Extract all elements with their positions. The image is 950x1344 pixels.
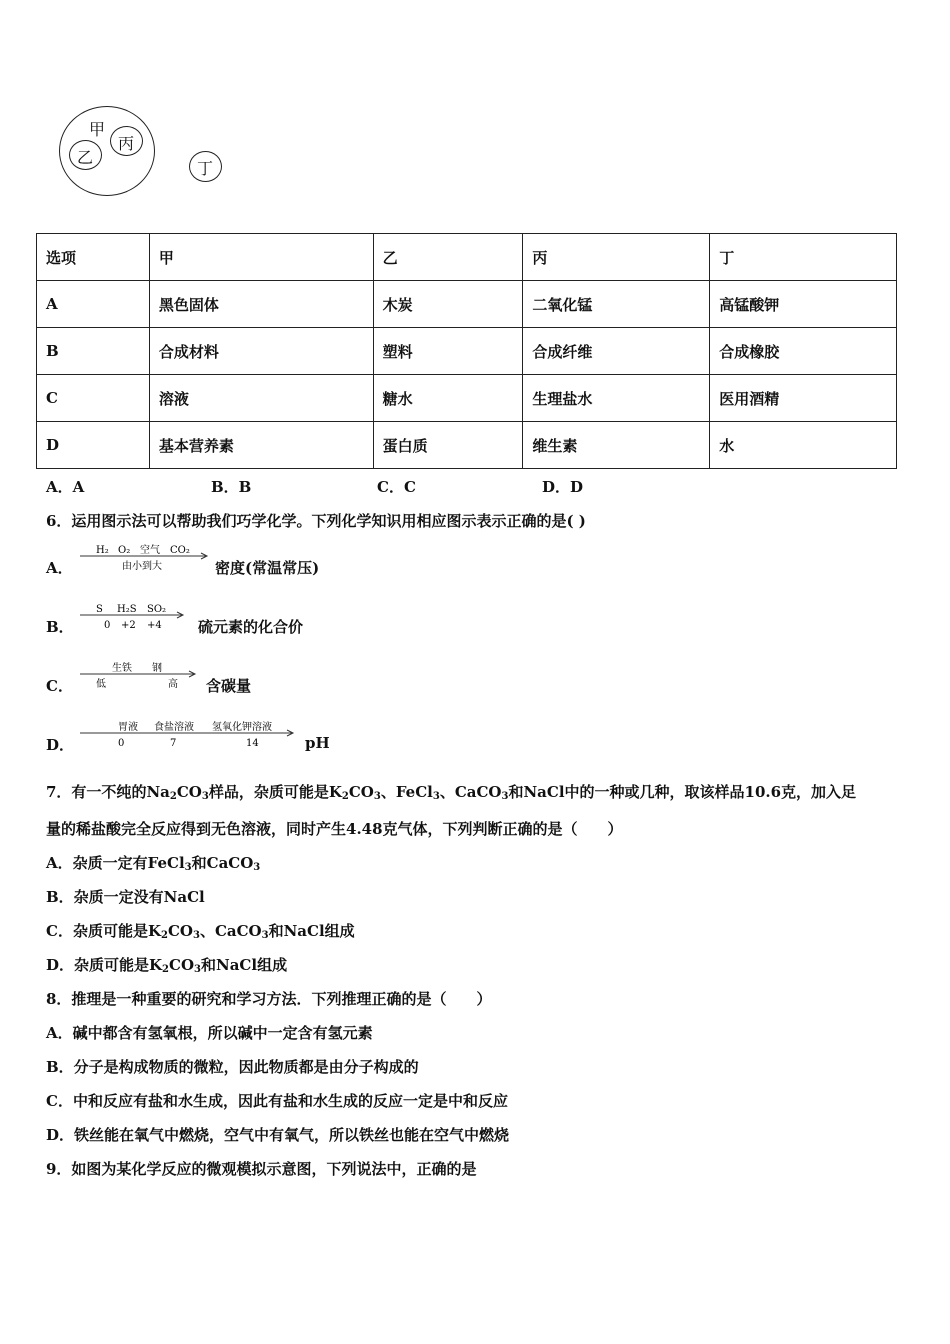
q6-a-top-1: O₂	[118, 545, 131, 556]
table-cell: 高锰酸钾	[710, 281, 897, 328]
table-cell: 木炭	[373, 281, 523, 328]
q7-choice-b[interactable]: B．杂质一定没有NaCl	[46, 888, 205, 906]
q5-choice-d[interactable]: D．D	[542, 478, 584, 496]
q6-d-desc: pH	[305, 734, 330, 752]
q7-choice-a[interactable]: A．杂质一定有FeCl$_3$和CaCO$_3$	[46, 854, 261, 873]
table-cell: 合成橡胶	[710, 328, 897, 375]
q6-a-arrow-diagram	[78, 542, 214, 576]
table-cell: 生理盐水	[523, 375, 710, 422]
table-row	[37, 328, 897, 375]
table-cell: A	[37, 281, 150, 328]
q8-choice-a[interactable]: A．碱中都含有氢氧根，所以碱中一定含有氢元素	[46, 1024, 373, 1042]
q6-d-top-1: 食盐溶液	[154, 722, 194, 733]
table-cell: C	[37, 375, 150, 422]
q6-choice-b[interactable]: B．	[46, 618, 74, 636]
q6-choice-a[interactable]: A．	[46, 559, 73, 577]
q6-c-top-1: 钢	[152, 663, 162, 674]
q6-stem: 6．运用图示法可以帮助我们巧学化学。下列化学知识用相应图示表示正确的是( )	[46, 512, 586, 530]
q6-b-top-0: S	[96, 604, 103, 615]
table-cell: 医用酒精	[710, 375, 897, 422]
q6-c-top-0: 生铁	[112, 663, 132, 674]
table-cell: B	[37, 328, 150, 375]
table-cell: 维生素	[523, 422, 710, 469]
q6-d-top-2: 氢氧化钾溶液	[212, 722, 272, 733]
table-cell: 糖水	[373, 375, 523, 422]
table-cell: 基本营养素	[149, 422, 373, 469]
q5-choice-b[interactable]: B．B	[211, 478, 252, 496]
q6-b-top-2: SO₂	[147, 604, 167, 615]
q6-b-arrow-diagram	[78, 601, 196, 635]
table-cell: 蛋白质	[373, 422, 523, 469]
q6-d-bottom-0: 0	[118, 738, 125, 749]
q6-choice-c[interactable]: C．	[46, 677, 73, 695]
q7-choice-c[interactable]: C．杂质可能是$K_2CO_3$、CaCO$_3$和NaCl组成	[46, 922, 355, 941]
q7-choice-d[interactable]: D．杂质可能是$K_2CO_3$和NaCl组成	[46, 956, 288, 975]
q6-d-bottom-2: 14	[246, 738, 259, 749]
table-cell: 选项	[37, 234, 150, 281]
table-row	[37, 422, 897, 469]
table-cell: 二氧化锰	[523, 281, 710, 328]
table-header-row	[37, 234, 897, 281]
table-cell: 溶液	[149, 375, 373, 422]
table-row	[37, 375, 897, 422]
q6-c-desc: 含碳量	[206, 677, 252, 695]
q6-d-top-0: 胃液	[118, 722, 138, 733]
table-cell: 塑料	[373, 328, 523, 375]
q6-b-bottom-1: +2	[121, 620, 136, 631]
label-jia: 甲	[89, 120, 106, 139]
q9-stem: 9．如图为某化学反应的微观模拟示意图，下列说法中，正确的是	[46, 1160, 477, 1178]
q6-b-desc: 硫元素的化合价	[198, 618, 304, 636]
q6-d-bottom-1: 7	[170, 738, 177, 749]
q6-a-bottom: 由小到大	[122, 561, 162, 572]
q8-stem: 8．推理是一种重要的研究和学习方法．下列推理正确的是（ ）	[46, 990, 492, 1008]
q6-b-bottom-2: +4	[147, 620, 162, 631]
q7-stem-line2: 量的稀盐酸完全反应得到无色溶液，同时产生4.48克气体，下列判断正确的是（ ）	[46, 820, 623, 838]
table-row	[37, 281, 897, 328]
q6-b-bottom-0: 0	[104, 620, 111, 631]
q5-choice-a[interactable]: A．A	[46, 478, 85, 496]
table-cell: D	[37, 422, 150, 469]
options-table	[36, 233, 897, 469]
q6-b-top-1: H₂S	[117, 604, 137, 615]
q6-a-desc: 密度(常温常压)	[215, 559, 320, 577]
table-cell: 水	[710, 422, 897, 469]
q5-choice-c[interactable]: C．C	[377, 478, 416, 496]
table-cell: 丙	[523, 234, 710, 281]
q6-a-top-2: 空气	[140, 545, 160, 556]
q6-c-bottom-1: 高	[168, 679, 178, 690]
q6-a-top-0: H₂	[96, 545, 109, 556]
q8-choice-c[interactable]: C．中和反应有盐和水生成，因此有盐和水生成的反应一定是中和反应	[46, 1092, 508, 1110]
table-cell: 丁	[710, 234, 897, 281]
label-yi: 乙	[77, 148, 94, 167]
q6-d-arrow-diagram	[78, 719, 304, 753]
table-cell: 合成纤维	[523, 328, 710, 375]
q6-choice-d[interactable]: D．	[46, 736, 75, 754]
label-ding: 丁	[197, 159, 214, 178]
table-cell: 黑色固体	[149, 281, 373, 328]
q8-choice-d[interactable]: D．铁丝能在氧气中燃烧，空气中有氧气，所以铁丝也能在空气中燃烧	[46, 1126, 510, 1144]
table-cell: 乙	[373, 234, 523, 281]
q6-c-arrow-diagram	[78, 660, 204, 694]
q6-a-top-3: CO₂	[170, 545, 190, 556]
q8-choice-b[interactable]: B．分子是构成物质的微粒，因此物质都是由分子构成的	[46, 1058, 419, 1076]
label-bing: 丙	[118, 134, 135, 153]
q6-c-bottom-0: 低	[96, 679, 106, 690]
table-cell: 合成材料	[149, 328, 373, 375]
table-cell: 甲	[149, 234, 373, 281]
q7-stem-line1: 7．有一不纯的$Na_2CO_3$样品，杂质可能是$K_2CO_3$、FeCl$_3$、CaCO$_3$和NaCl中的一种或几种，取该样品10.6克，加入足	[46, 783, 857, 802]
